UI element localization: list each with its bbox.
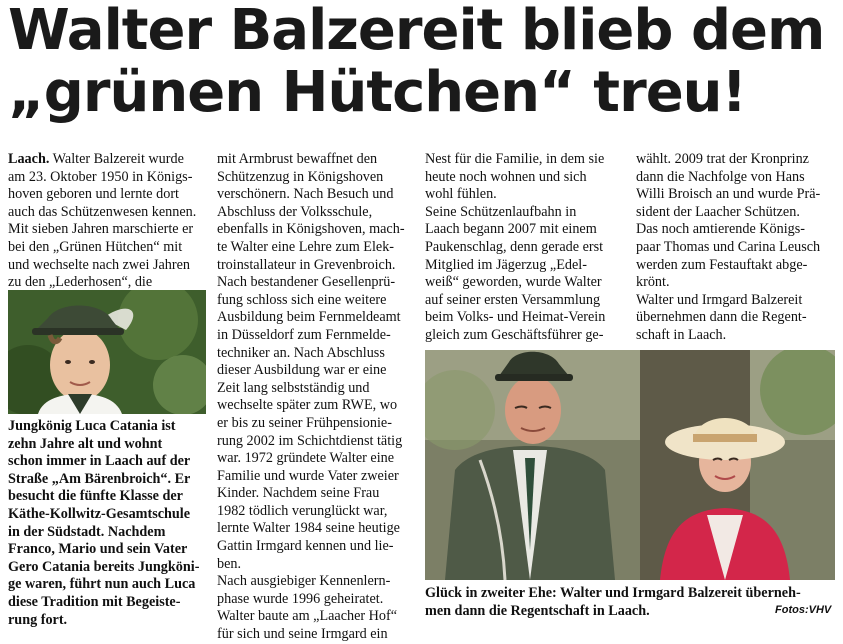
photo-walter-irmgard bbox=[425, 350, 835, 580]
caption-luca-catania: Jungkönig Luca Catania ist zehn Jahre alt und wohnt schon immer in Laach auf der Straße „Am Bärenbroich“. Er besucht die fünfte Klasse der Käthe-Kollwitz-Gesamtschule in der Südstadt. Nachdem Franco, Mario und sein Vater Gero Catania bereits Jungköni- ge waren, führt nun auch Luca diese Tradition mit Begeiste- rung fort. bbox=[8, 418, 200, 628]
headline-line-1: Walter Balzereit blieb dem bbox=[8, 0, 825, 63]
photo-credit: Fotos:VHV bbox=[775, 604, 832, 616]
column-1-text: Walter Balzereit wurde am 23. Oktober 1950 in Königs- hoven geboren und lernte dort auch das Schützenwesen kennen. Mit sieben Jahren marschierte er bei den „Grünen Hütchen“ mit und wechselte nach zwei Jahren zu den „Lederhosen“, die bbox=[8, 151, 197, 291]
headline bbox=[8, 0, 838, 124]
photo-luca-catania bbox=[8, 290, 206, 414]
couple-illustration bbox=[425, 350, 835, 580]
caption-walter-irmgard: Glück in zweiter Ehe: Walter und Irmgard Balzereit überneh- men dann die Regentschaft in Laach. bbox=[425, 585, 801, 619]
headline-line-2: „grünen Hütchen“ treu! bbox=[8, 60, 747, 125]
column-2 bbox=[217, 151, 410, 644]
column-3 bbox=[425, 151, 620, 345]
portrait-boy-illustration bbox=[8, 290, 206, 414]
column-4-text: wählt. 2009 trat der Kronprinz dann die Nachfolge von Hans Willi Broisch an und wurde Prä- sident der Laacher Schützen. Das noch amtierende Königs- paar Thomas und Carina Leusch werden zum Festauftakt abge- krönt. Walter und Irmgard Balzereit übernehmen dann die Regent- schaft in Laach. bbox=[636, 151, 821, 343]
column-1 bbox=[8, 151, 206, 292]
column-3-text: Nest für die Familie, in dem sie heute noch wohnen und sich wohl fühlen. Seine Schützenlaufbahn in Laach begann 2007 mit einem Paukenschlag, denn gerade erst Mitglied im Jägerzug „Edel- weiß“ geworden, wurde Walter auf seiner ersten Versammlung beim Volks- und Heimat-Verein gleich zum Geschäftsführer ge- bbox=[425, 151, 606, 343]
column-2-text: mit Armbrust bewaffnet den Schützenzug in Königshoven verschönern. Nach Besuch und Abschluss der Volksschule, ebenfalls in Königshoven, mach- te Walter eine Lehre zum Elek- troinstallateur in Grevenbroich. Nach bestandener Gesellenprü- fung schloss sich eine weitere Ausbildung beim Fernmeldeamt in Düsseldorf zum Fernmelde- techniker an. Nach Abschluss dieser Ausbildung war er eine Zeit lang selbstständig und wechselte später zum RWE, wo er bis zu seiner Frühpensionie- rung 2002 im Schichtdienst tätig war. 1972 gründete Walter eine Familie und wurde Vater zweier Kinder. Nachdem seine Frau 1982 tödlich verunglückt war, lernte Walter 1984 seine heutige Gattin Irmgard kennen und lie- ben. Nach ausgiebiger Kennenlern- phase wurde 1996 geheiratet. Walter baute am „Laacher Hof“ für sich und seine Irmgard ein bbox=[217, 151, 405, 643]
dateline: Laach. bbox=[8, 151, 50, 167]
column-4 bbox=[636, 151, 836, 345]
